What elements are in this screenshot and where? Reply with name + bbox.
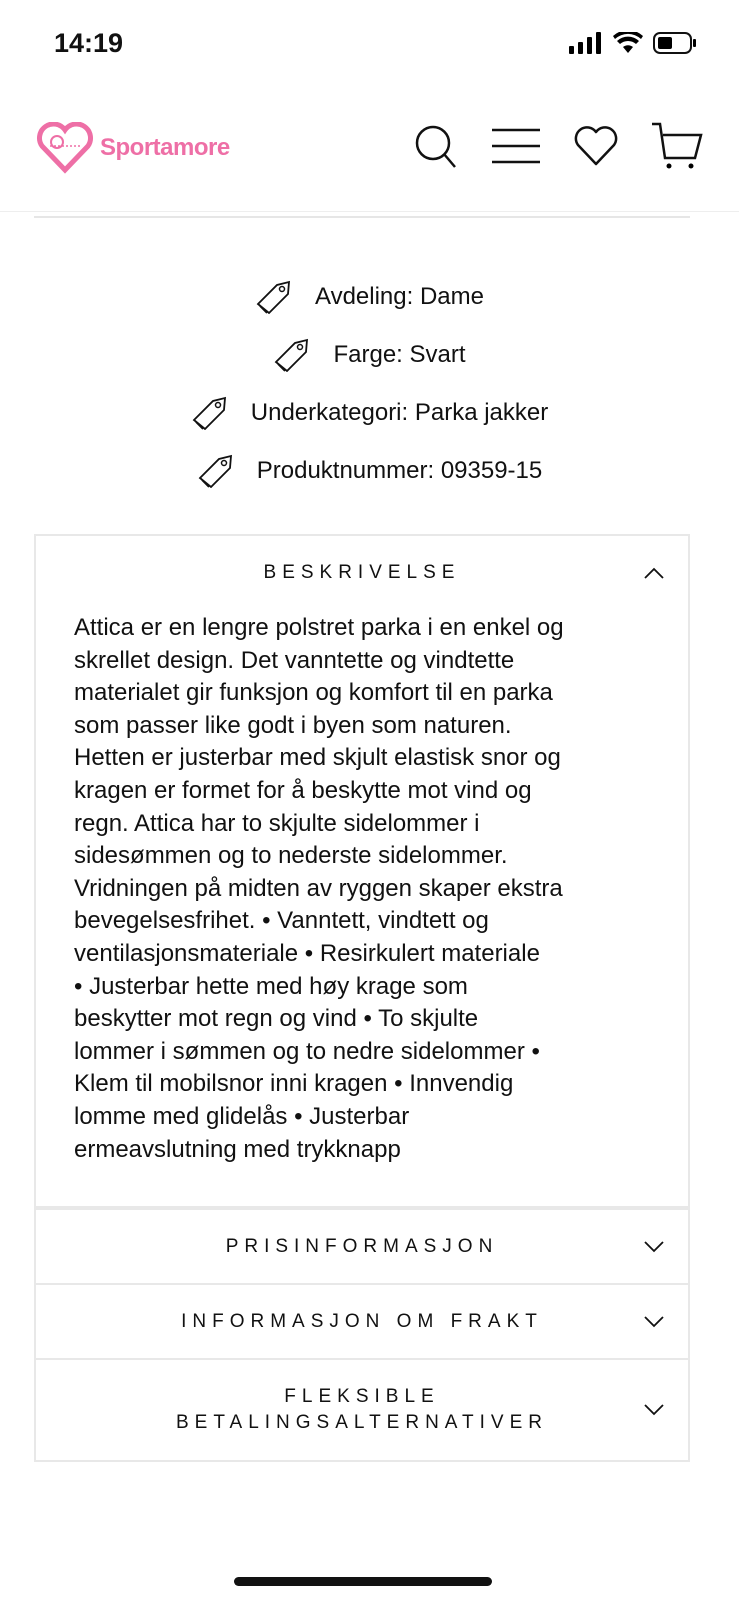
- status-bar: [0, 0, 739, 90]
- attribute-product-number: [0, 442, 739, 500]
- description-line: Hetten er justerbar med skjult elastisk snor og: [74, 744, 561, 772]
- chevron-up-icon: [644, 567, 664, 579]
- accordion-price: [34, 1208, 690, 1285]
- home-indicator: [234, 1577, 492, 1586]
- description-line: kragen er formet for å beskytte mot vind og: [74, 776, 532, 804]
- description-line: som passer like godt i byen som naturen.: [74, 711, 512, 739]
- description-line: Klem til mobilsnor inni kragen • Innvendig: [74, 1070, 514, 1098]
- description-line: ermeavslutning med trykknapp: [74, 1135, 401, 1163]
- brand-name: Sportamore: [100, 134, 230, 161]
- battery-icon: [653, 32, 697, 54]
- accordion-header-shipping[interactable]: [36, 1285, 688, 1359]
- heart-logo-icon: [36, 122, 94, 174]
- accordion-header-price[interactable]: [36, 1210, 688, 1284]
- description-line: lomme med glidelås • Justerbar: [74, 1102, 410, 1130]
- description-line: beskytter mot regn og vind • To skjulte: [74, 1005, 479, 1033]
- tag-icon: [197, 454, 235, 488]
- cart-icon[interactable]: [651, 122, 703, 170]
- tag-icon: [273, 338, 311, 372]
- search-icon[interactable]: [413, 123, 459, 169]
- description-text: [36, 610, 688, 1190]
- accordion-header-description[interactable]: [36, 536, 688, 610]
- description-line: regn. Attica har to skjulte sidelommer i: [74, 809, 480, 837]
- divider: [34, 216, 690, 218]
- accordion-title-line2: BETALINGSALTERNATIVER: [176, 1412, 548, 1433]
- chevron-down-icon: [644, 1316, 664, 1328]
- status-time: 14:19: [54, 28, 124, 58]
- product-attributes: [0, 268, 739, 500]
- sportamore-logo[interactable]: [36, 122, 230, 174]
- description-line: • Justerbar hette med høy krage som: [74, 972, 468, 1000]
- attribute-label: Avdeling: Dame: [315, 283, 484, 310]
- attribute-label: Produktnummer: 09359-15: [256, 457, 543, 484]
- attribute-label: Underkategori: Parka jakker: [250, 399, 549, 426]
- accordion-title-line1: FLEKSIBLE: [284, 1386, 440, 1407]
- description-line: ventilasjonsmateriale • Resirkulert materiale: [74, 939, 540, 967]
- menu-icon[interactable]: [491, 126, 541, 166]
- description-line: lommer i sømmen og to nedre sidelommer •: [74, 1037, 540, 1065]
- accordion-title: BESKRIVELSE: [263, 562, 461, 583]
- attribute-department: [0, 268, 739, 326]
- description-line: Attica er en lengre polstret parka i en enkel og: [74, 614, 564, 641]
- chevron-down-icon: [644, 1241, 664, 1253]
- wishlist-heart-icon[interactable]: [573, 125, 619, 167]
- accordion-title: INFORMASJON OM FRAKT: [181, 1311, 543, 1332]
- accordion-title: PRISINFORMASJON: [225, 1236, 499, 1257]
- accordion-description: [34, 534, 690, 1208]
- description-line: sidesømmen og to nederste sidelommer.: [74, 842, 508, 870]
- description-line: skrellet design. Det vanntette og vindtette: [74, 646, 515, 674]
- site-header: [0, 100, 739, 212]
- attribute-color: [0, 326, 739, 384]
- description-line: materialet gir funksjon og komfort til en parka: [74, 679, 553, 707]
- tag-icon: [255, 280, 293, 314]
- description-line: bevegelsesfrihet. • Vanntett, vindtett og: [74, 907, 489, 935]
- accordion-payment: [34, 1358, 690, 1462]
- wifi-icon: [613, 32, 643, 54]
- tag-icon: [191, 396, 229, 430]
- attribute-label: Farge: Svart: [333, 341, 466, 368]
- accordion-shipping: [34, 1283, 690, 1360]
- attribute-subcategory: [0, 384, 739, 442]
- chevron-down-icon: [644, 1404, 664, 1416]
- description-line: Vridningen på midten av ryggen skaper ekstra: [74, 874, 563, 902]
- accordion-header-payment[interactable]: [36, 1360, 688, 1460]
- signal-icon: [569, 32, 603, 54]
